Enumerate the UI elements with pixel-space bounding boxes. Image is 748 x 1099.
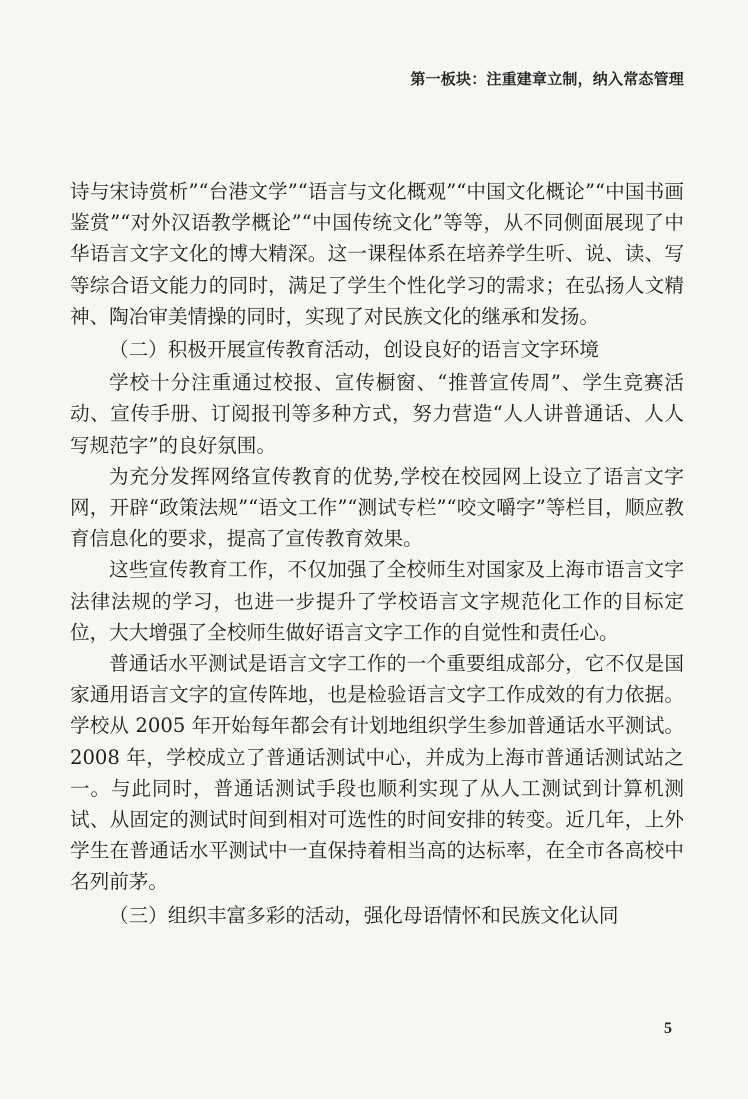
paragraph-putonghua-test: 普通话水平测试是语言文字工作的一个重要组成部分，它不仅是国家通用语言文字的宣传阵地，也是检验语言文字工作成效的有力依据。学校从 2005 年开始每年都会有计划地组织学生参加普通话水平测试。2008 年，学校成立了普通话测试中心，并成为上海市普通话测试站之一。与此同时，普通话测试手段也顺利实现了从人工测试到计算机测试、从固定的测试时间到相对可选性的时间安排的转变。近几年，上外学生在普通话水平测试中一直保持着相当高的达标率，在全市各高校中名列前茅。 — [70, 652, 684, 894]
body-text — [70, 176, 684, 933]
paragraph-online-publicity: 为充分发挥网络宣传教育的优势,学校在校园网上设立了语言文字网，开辟“政策法规”“语文工作”“测试专栏”“咬文嚼字”等栏目，顺应教育信息化的要求，提高了宣传教育效果。 — [70, 464, 684, 551]
page-number: 5 — [664, 1020, 672, 1037]
paragraph-course-list: 诗与宋诗赏析”“台港文学”“语言与文化概观”“中国文化概论”“中国书画鉴赏”“对外汉语教学概论”“中国传统文化”等等，从不同侧面展现了中华语言文字文化的博大精深。这一课程体系在培养学生听、说、读、写等综合语文能力的同时，满足了学生个性化学习的需求；在弘扬人文精神、陶冶审美情操的同时，实现了对民族文化的继承和发扬。 — [70, 180, 684, 328]
running-header: 第一板块：注重建章立制，纳入常态管理 — [410, 70, 684, 88]
section-heading-2: （二）积极开展宣传教育活动，创设良好的语言文字环境 — [109, 338, 599, 362]
paragraph-publicity-methods: 学校十分注重通过校报、宣传橱窗、“推普宣传周”、学生竞赛活动、宣传手册、订阅报刊等多种方式，努力营造“人人讲普通话、人人写规范字”的良好氛围。 — [70, 371, 684, 457]
paragraph-publicity-effects: 这些宣传教育工作，不仅加强了全校师生对国家及上海市语言文字法律法规的学习，也进一步提升了学校语言文字规范化工作的目标定位，大大增强了全校师生做好语言文字工作的自觉性和责任心。 — [70, 558, 684, 644]
section-heading-3: （三）组织丰富多彩的活动，强化母语情怀和民族文化认同 — [109, 903, 619, 927]
